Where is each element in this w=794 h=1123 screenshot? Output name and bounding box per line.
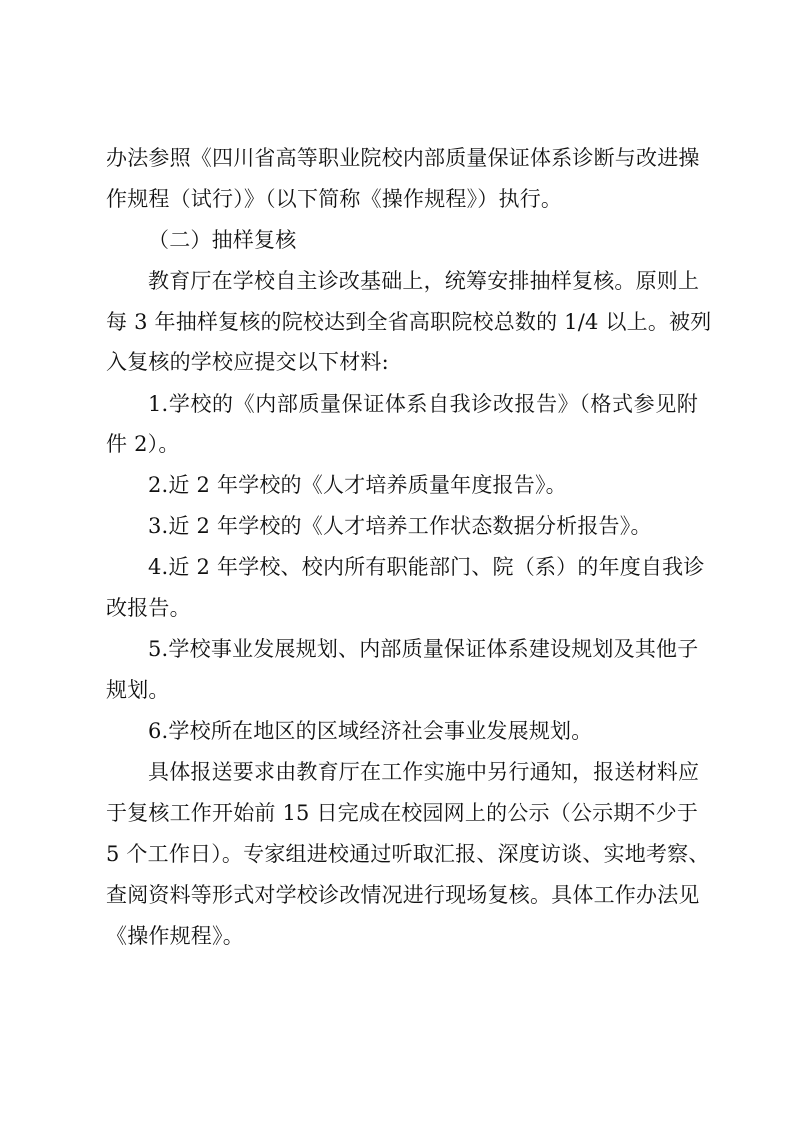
list-item: 5.学校事业发展规划、内部质量保证体系建设规划及其他子: [148, 637, 699, 661]
list-item-continuation: 规划。: [106, 678, 170, 702]
paragraph-line: 《操作规程》。: [106, 924, 244, 948]
paragraph-line: 查阅资料等形式对学校诊改情况进行现场复核。具体工作办法见: [106, 883, 700, 907]
paragraph-line: 教育厅在学校自主诊改基础上，统筹安排抽样复核。原则上: [148, 269, 700, 293]
list-item: 6.学校所在地区的区域经济社会事业发展规划。: [148, 719, 593, 743]
list-item: 2.近 2 年学校的《人才培养质量年度报告》。: [148, 473, 567, 497]
paragraph-line: 具体报送要求由教育厅在工作实施中另行通知，报送材料应: [148, 760, 700, 784]
list-item-continuation: 件 2）。: [106, 432, 180, 456]
paragraph-line: 每 3 年抽样复核的院校达到全省高职院校总数的 1/4 以上。被列: [106, 310, 712, 334]
list-item: 3.近 2 年学校的《人才培养工作状态数据分析报告》。: [148, 514, 652, 538]
paragraph-line: 作规程（试行）》（以下简称《操作规程》）执行。: [106, 187, 563, 211]
paragraph-line: 5 个工作日）。专家组进校通过听取汇报、深度访谈、实地考察、: [106, 842, 710, 866]
list-item-continuation: 改报告。: [106, 596, 191, 620]
list-item: 1.学校的《内部质量保证体系自我诊改报告》（格式参见附: [148, 392, 698, 416]
list-item: 4.近 2 年学校、校内所有职能部门、院（系）的年度自我诊: [148, 555, 705, 579]
section-heading: （二）抽样复核: [148, 228, 297, 252]
paragraph-line: 办法参照《四川省高等职业院校内部质量保证体系诊断与改进操: [106, 146, 700, 170]
paragraph-line: 于复核工作开始前 15 日完成在校园网上的公示（公示期不少于: [106, 801, 699, 825]
paragraph-line: 入复核的学校应提交以下材料:: [106, 350, 389, 374]
